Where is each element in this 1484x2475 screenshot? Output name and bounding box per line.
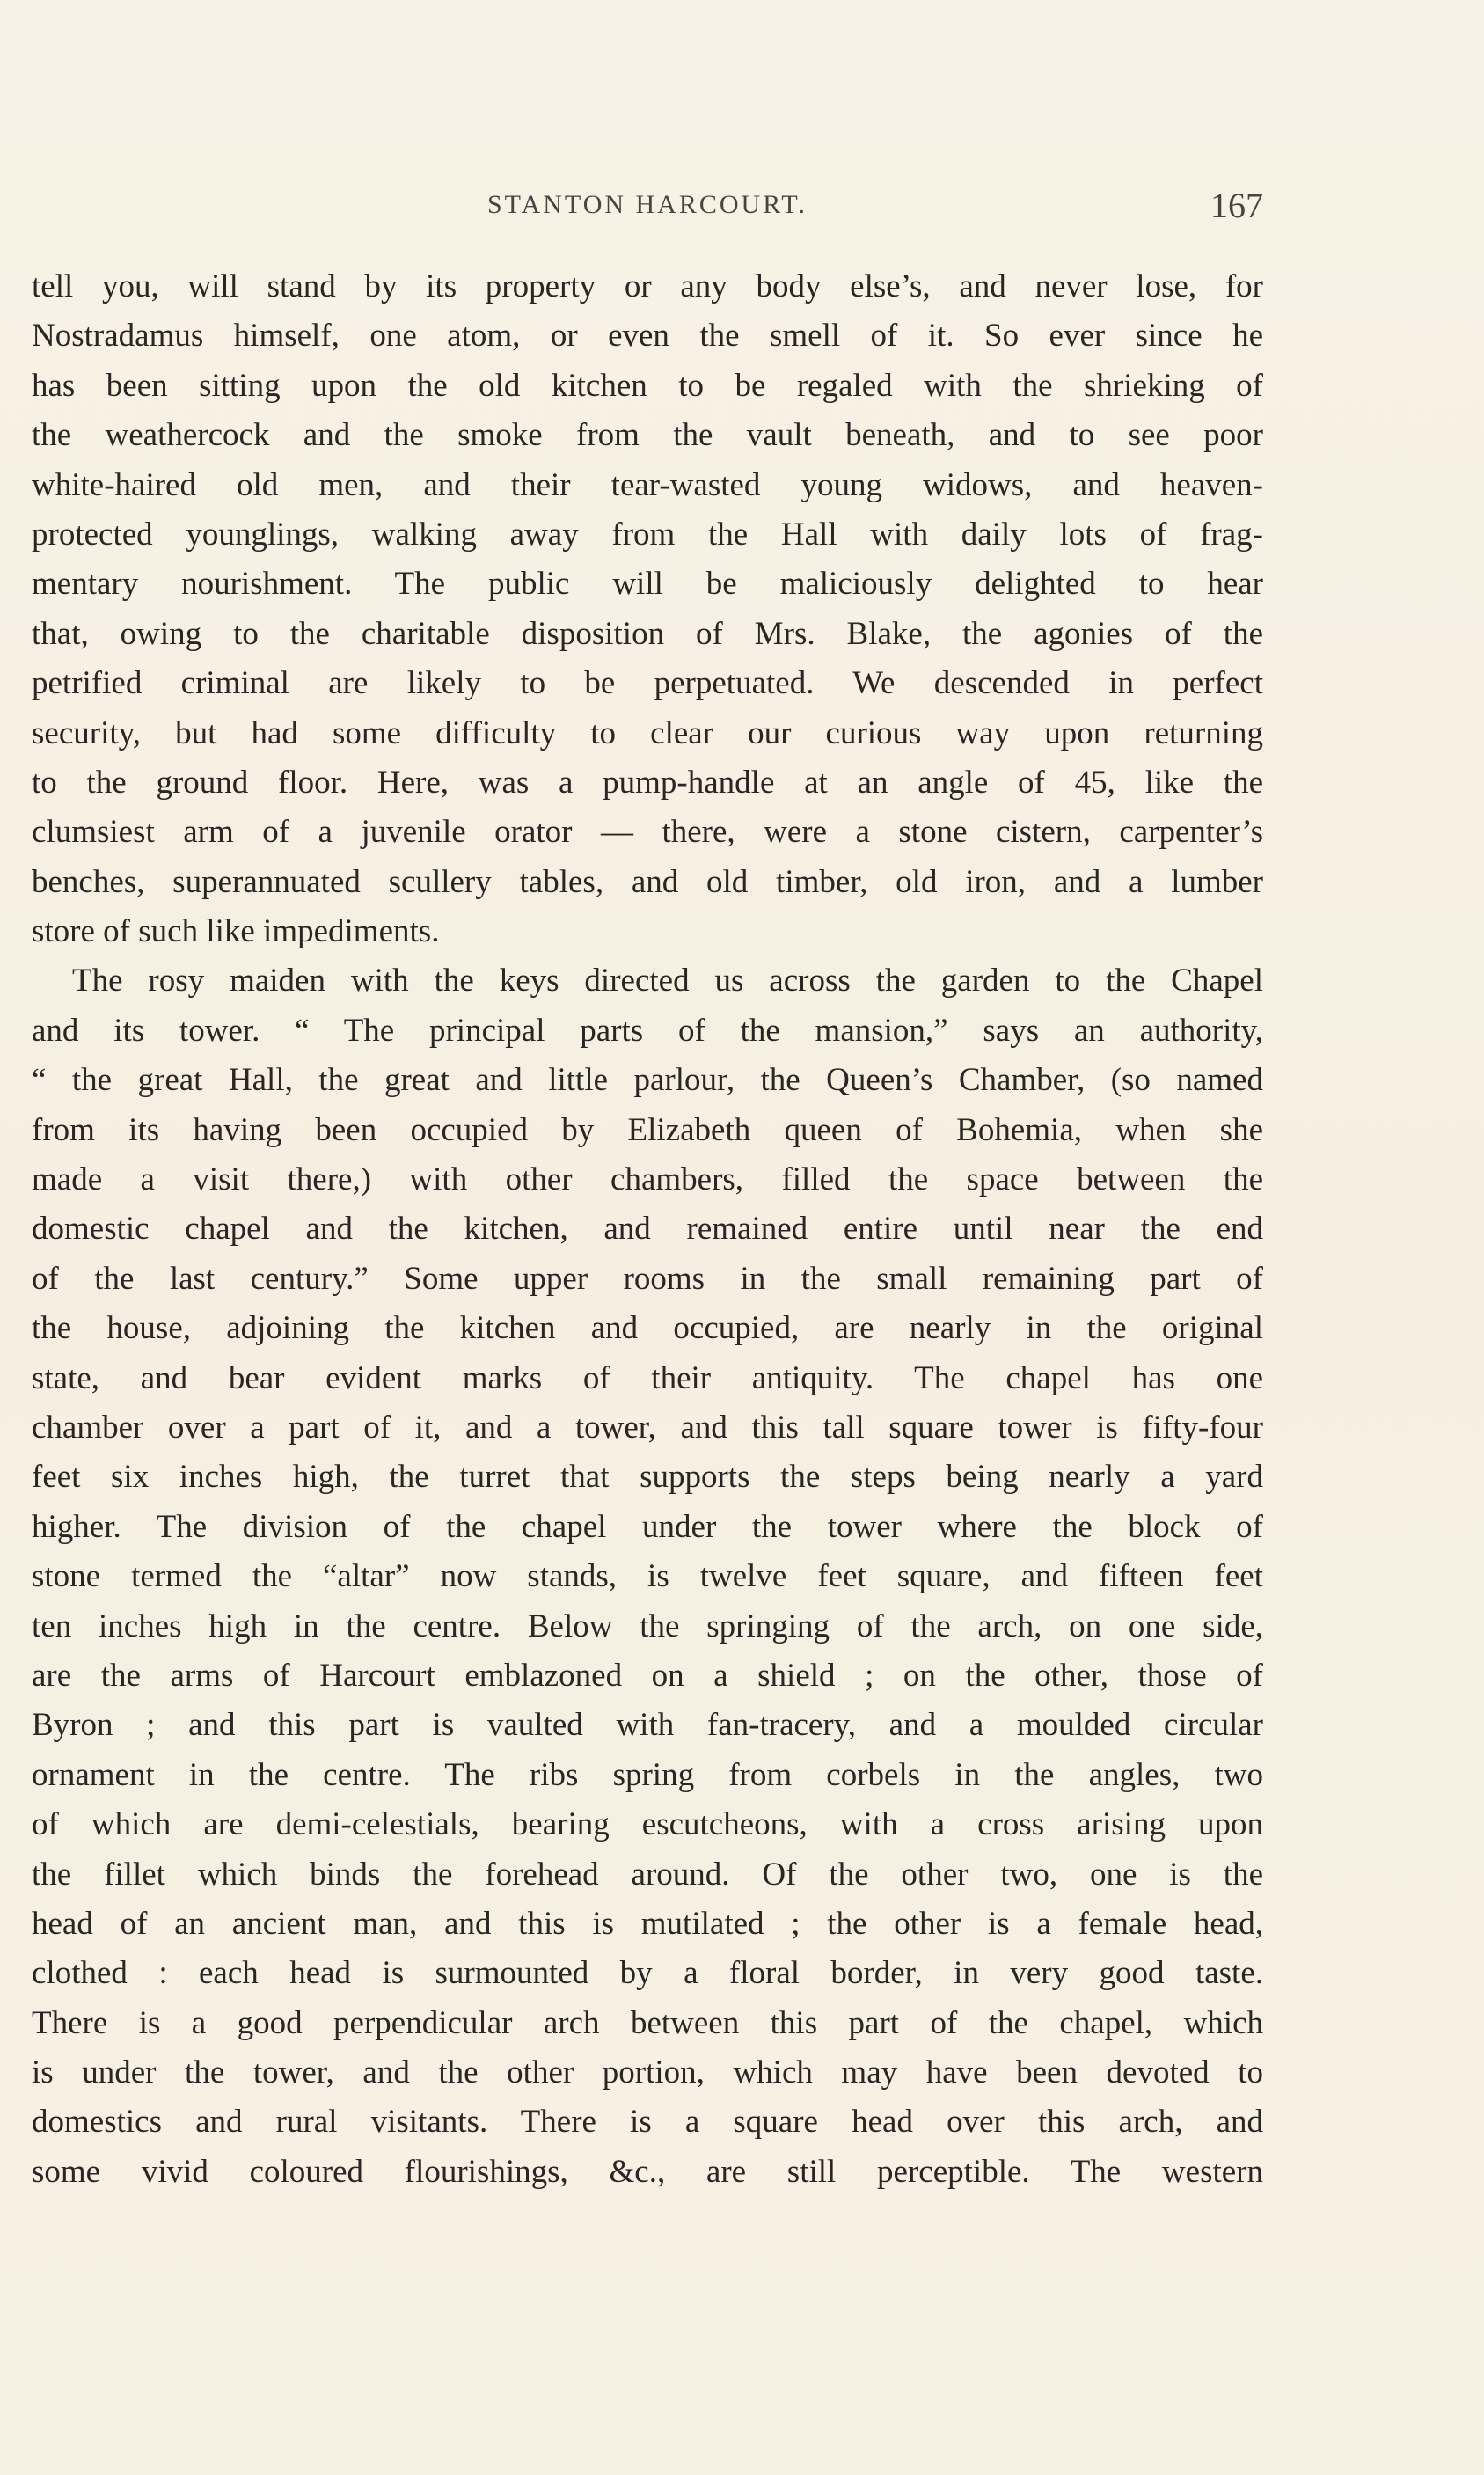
text-line: state, and bear evident marks of their antiquity. The chapel has one bbox=[32, 1359, 1263, 1396]
text-line: protected younglings, walking away from the Hall with daily lots of frag- bbox=[32, 516, 1263, 553]
page-number: 167 bbox=[1210, 186, 1263, 225]
text-line: mentary nourishment. The public will be maliciously delighted to hear bbox=[32, 566, 1263, 603]
text-line: and its tower. “ The principal parts of the mansion,” says an authority, bbox=[32, 1012, 1263, 1049]
paragraph-end-line: store of such like impediments. bbox=[32, 913, 440, 950]
text-line: domestics and rural visitants. There is a square head over this arch, and bbox=[32, 2104, 1263, 2141]
text-line: the fillet which binds the forehead around. Of the other two, one is the bbox=[32, 1856, 1263, 1893]
text-line: from its having been occupied by Elizabeth queen of Bohemia, when she bbox=[32, 1111, 1263, 1148]
text-line: feet six inches high, the turret that supports the steps being nearly a yard bbox=[32, 1459, 1263, 1496]
text-line: that, owing to the charitable disposition of Mrs. Blake, the agonies of the bbox=[32, 615, 1263, 652]
text-line: clothed : each head is surmounted by a floral border, in very good taste. bbox=[32, 1955, 1263, 1992]
text-line: of the last century.” Some upper rooms in the small remaining part of bbox=[32, 1260, 1263, 1297]
text-line: stone termed the “altar” now stands, is twelve feet square, and fifteen feet bbox=[32, 1558, 1263, 1595]
text-line: ten inches high in the centre. Below the springing of the arch, on one side, bbox=[32, 1607, 1263, 1644]
text-line: the house, adjoining the kitchen and occupied, are nearly in the original bbox=[32, 1310, 1263, 1347]
text-line: made a visit there,) with other chambers, filled the space between the bbox=[32, 1161, 1263, 1198]
text-line: the weathercock and the smoke from the vault beneath, and to see poor bbox=[32, 417, 1263, 454]
text-line: benches, superannuated scullery tables, and old timber, old iron, and a lumber bbox=[32, 863, 1263, 900]
text-line: tell you, will stand by its property or any body else’s, and never lose, for bbox=[32, 268, 1263, 304]
text-line: “ the great Hall, the great and little parlour, the Queen’s Chamber, (so named bbox=[32, 1062, 1263, 1099]
text-line: domestic chapel and the kitchen, and remained entire until near the end bbox=[32, 1211, 1263, 1248]
text-line: chamber over a part of it, and a tower, and this tall square tower is fifty-four bbox=[32, 1409, 1263, 1446]
text-line: There is a good perpendicular arch between this part of the chapel, which bbox=[32, 2004, 1263, 2041]
running-title: STANTON HARCOURT. bbox=[486, 190, 808, 219]
paragraph-start-line: The rosy maiden with the keys directed us across the garden to the Chapel bbox=[72, 963, 1263, 1000]
text-line: are the arms of Harcourt emblazoned on a shield ; on the other, those of bbox=[32, 1657, 1263, 1694]
text-line: security, but had some difficulty to clear our curious way upon returning bbox=[32, 714, 1263, 751]
text-line: Byron ; and this part is vaulted with fan-tracery, and a moulded circular bbox=[32, 1707, 1263, 1744]
text-line: of which are demi-celestials, bearing escutcheons, with a cross arising upon bbox=[32, 1806, 1263, 1843]
text-line: white-haired old men, and their tear-wasted young widows, and heaven- bbox=[32, 466, 1263, 503]
text-line: petrified criminal are likely to be perpetuated. We descended in perfect bbox=[32, 665, 1263, 702]
text-line: clumsiest arm of a juvenile orator — there, were a stone cistern, carpenter’s bbox=[32, 814, 1263, 851]
text-line: higher. The division of the chapel under the tower where the block of bbox=[32, 1508, 1263, 1545]
text-line: is under the tower, and the other portion, which may have been devoted to bbox=[32, 2054, 1263, 2091]
text-line: to the ground floor. Here, was a pump-handle at an angle of 45, like the bbox=[32, 764, 1263, 801]
body-text bbox=[32, 262, 1263, 2197]
text-line: some vivid coloured flourishings, &c., are still perceptible. The western bbox=[32, 2153, 1263, 2190]
text-line: has been sitting upon the old kitchen to be regaled with the shrieking of bbox=[32, 367, 1263, 404]
text-line: Nostradamus himself, one atom, or even the smell of it. So ever since he bbox=[32, 318, 1263, 355]
text-line: head of an ancient man, and this is mutilated ; the other is a female head, bbox=[32, 1905, 1263, 1942]
running-head bbox=[32, 185, 1263, 229]
text-line: ornament in the centre. The ribs spring from corbels in the angles, two bbox=[32, 1756, 1263, 1793]
